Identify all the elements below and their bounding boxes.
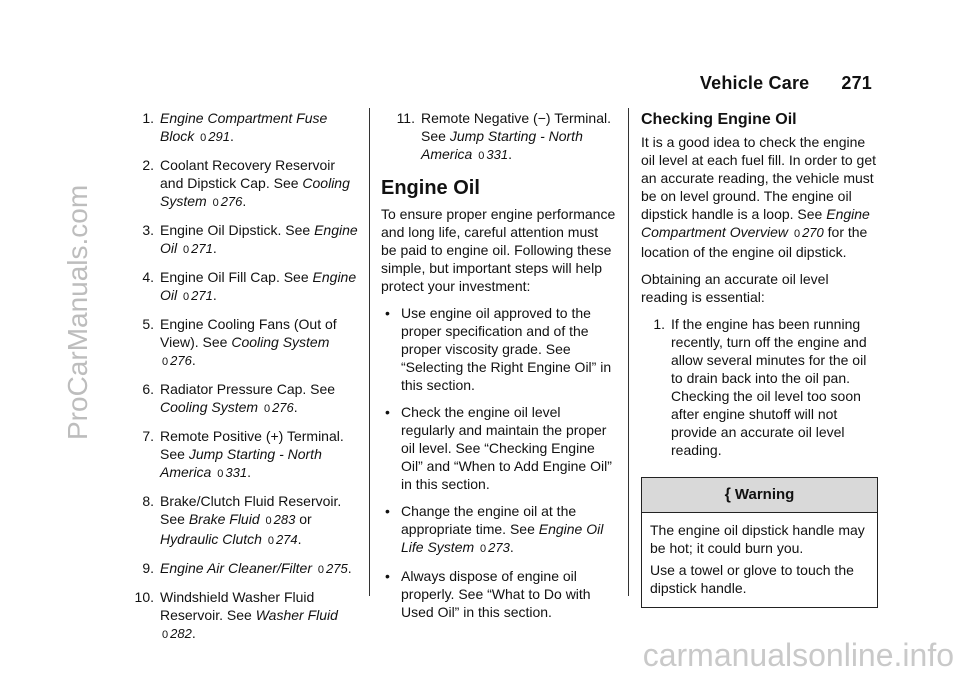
bullet-text-pre: Change the engine oil at the appropriate time. See (401, 503, 577, 537)
item-number: 11. (396, 110, 415, 126)
page-number: 271 (841, 73, 872, 93)
list-item (120, 156, 358, 212)
cross-reference-link[interactable]: Engine Oil (160, 269, 357, 303)
page-ref-icon: 0 (183, 291, 190, 303)
warning-text: The engine oil dipstick handle may be hot; it could burn you. (650, 522, 865, 556)
page-header (700, 73, 872, 94)
item-text-pre: Engine Oil Fill Cap. See (160, 269, 313, 285)
page-ref-icon: 0 (217, 468, 224, 480)
cross-reference-link[interactable]: Engine Oil (160, 222, 358, 256)
item-number: 6. (142, 381, 154, 397)
item-text: Windshield Washer Fluid Reservoir. See Washer Fluid 0 282. (160, 589, 338, 641)
cross-reference-link[interactable]: Hydraulic Clutch (160, 531, 262, 547)
section-heading: Engine Oil (381, 177, 480, 199)
page-ref[interactable]: 270 (802, 225, 824, 240)
intro-paragraph: To ensure proper engine performance and long life, careful attention must be paid to engine oil. Following these simple, but important steps will help protect your investment: (381, 206, 616, 294)
bullet-text (401, 567, 617, 621)
item-text: Coolant Recovery Reservoir and Dipstick Cap. See Cooling System 0 276. (160, 157, 350, 209)
bullet-marker: • (385, 305, 390, 321)
page-ref[interactable]: 271 (191, 288, 213, 303)
list-item (120, 109, 358, 147)
cross-reference-link[interactable]: Jump Starting - North America (421, 128, 583, 162)
page-ref[interactable]: 331 (486, 147, 509, 162)
numbered-step (641, 315, 878, 459)
page-ref-icon: 0 (793, 228, 801, 240)
bullet-text-content: Use engine oil approved to the proper specification and of the proper viscosity grade. See “Selecting the Right Engine Oil” in this section. (401, 305, 612, 393)
item-text-pre: Brake/Clutch Fluid Reservoir. See (160, 493, 342, 527)
item-text-pre: Radiator Pressure Cap. See (160, 381, 336, 397)
list-item (120, 221, 358, 259)
footer-watermark: carmanualsonline.info (642, 637, 954, 673)
item-text-mid: or (295, 511, 312, 527)
item-number: 8. (142, 493, 154, 509)
item-text: Brake/Clutch Fluid Reservoir. See Brake Fluid 0 283 or Hydraulic Clutch 0 274. (160, 493, 342, 547)
list-item (120, 559, 358, 579)
column-divider (369, 108, 370, 596)
item-number: 5. (142, 316, 154, 332)
bullet-marker: • (385, 568, 390, 584)
item-number: 9. (142, 560, 154, 576)
page-ref[interactable]: 273 (488, 540, 510, 555)
paragraph-text: It is a good idea to check the engine oil level at each fuel fill. In order to get an accurate reading, the vehicle must be on level ground. The engine oil dipstick handle is a loop. See (641, 134, 877, 222)
list-item (120, 492, 358, 550)
page-ref[interactable]: 276 (170, 353, 192, 368)
item-text: Engine Oil Fill Cap. See Engine Oil 0 271. (160, 269, 357, 303)
cross-reference-link[interactable]: Engine Compartment Overview (641, 206, 870, 240)
list-item (120, 427, 358, 483)
item-text-pre: Coolant Recovery Reservoir and Dipstick Cap. See (160, 157, 336, 191)
item-text: Engine Cooling Fans (Out of View). See Cooling System 0 276. (160, 316, 337, 368)
item-number: 3. (142, 222, 154, 238)
page-ref[interactable]: 331 (225, 465, 248, 480)
page-ref[interactable]: 282 (170, 626, 192, 641)
cross-reference-link[interactable]: Cooling System (231, 334, 330, 350)
page-ref-icon: 0 (183, 244, 190, 256)
step-number: 1. (653, 316, 665, 332)
item-text-pre: Engine Oil Dipstick. See (160, 222, 315, 238)
item-text: Engine Oil Dipstick. See Engine Oil 0 271. (160, 222, 358, 256)
section-title: Vehicle Care (699, 73, 810, 93)
list-item (381, 109, 617, 165)
warning-text: Use a towel or glove to touch the dipstick handle. (650, 562, 854, 596)
warning-icon: { (724, 486, 731, 503)
bullet-item (381, 502, 617, 558)
bullet-text (401, 403, 617, 493)
bullet-item (381, 403, 617, 493)
bullet-marker: • (385, 404, 390, 420)
paragraph-text: for the location of the engine oil dipstick. (641, 224, 868, 260)
list-item (120, 588, 358, 644)
bullet-text-content: Check the engine oil level regularly and maintain the proper oil level. See “Checking Engine Oil” and “When to Add Engine Oil” in this section. (401, 404, 612, 492)
bullet-text: Change the engine oil at the appropriate time. See Engine Oil Life System 0 273. (401, 503, 604, 555)
cross-reference-link[interactable]: Cooling System (160, 175, 350, 209)
list-item (120, 268, 358, 306)
page-ref-icon: 0 (162, 356, 169, 368)
cross-reference-link[interactable]: Jump Starting - North America (160, 446, 322, 480)
cross-reference-link[interactable]: Engine Air Cleaner/Filter (160, 560, 312, 576)
bullet-item (381, 567, 617, 621)
page-ref-icon: 0 (480, 543, 487, 555)
page-ref[interactable]: 274 (275, 532, 298, 547)
page-ref[interactable]: 276 (272, 400, 294, 415)
page-ref[interactable]: 271 (191, 241, 213, 256)
page-ref[interactable]: 275 (326, 561, 348, 576)
item-text: Engine Air Cleaner/Filter 0 275. (160, 560, 352, 576)
item-text: Remote Negative (−) Terminal. See Jump Starting - North America 0 331. (421, 110, 611, 162)
warning-title: Warning (734, 486, 795, 503)
page-ref-icon: 0 (263, 403, 271, 415)
cross-reference-link[interactable]: Washer Fluid (255, 607, 338, 623)
item-number: 4. (142, 269, 154, 285)
bullet-item (381, 304, 617, 394)
column-middle (381, 109, 617, 630)
page-ref-icon: 0 (162, 629, 169, 641)
bullet-list (381, 304, 617, 621)
page-ref-icon: 0 (478, 150, 485, 162)
page-ref-icon: 0 (317, 564, 325, 576)
item-number: 7. (142, 428, 154, 444)
page-ref-icon: 0 (212, 197, 219, 209)
item-text-pre: Engine Cooling Fans (Out of View). See (160, 316, 337, 350)
subsection-heading: Checking Engine Oil (641, 111, 797, 128)
warning-box (641, 477, 878, 608)
item-text: Radiator Pressure Cap. See Cooling System 0 276. (160, 381, 336, 415)
page-ref-icon: 0 (267, 535, 274, 547)
cross-reference-link[interactable]: Engine Compartment Fuse Block (160, 110, 328, 144)
paragraph (641, 133, 878, 261)
item-text: Remote Positive (+) Terminal. See Jump Starting - North America 0 331. (160, 428, 344, 480)
item-number: 10. (134, 589, 154, 605)
step-text: If the engine has been running recently, turn off the engine and allow several minutes for the oil to drain back into the oil pan. Checking the oil level too soon after engine shutoff will not provide an accurate oil level reading. (671, 316, 867, 458)
list-item (120, 380, 358, 418)
item-number: 1. (142, 110, 154, 126)
cross-reference-link[interactable]: Brake Fluid (188, 511, 260, 527)
item-number: 2. (142, 157, 154, 173)
cross-reference-link[interactable]: Cooling System (160, 399, 259, 415)
column-divider (628, 108, 629, 596)
page-ref-icon: 0 (265, 515, 272, 527)
side-watermark: ProCarManuals.com (62, 184, 93, 440)
page-ref-icon: 0 (200, 132, 207, 144)
item-text-pre: Remote Negative (−) Terminal. See (421, 110, 611, 144)
page-ref[interactable]: 291 (208, 129, 230, 144)
paragraph: Obtaining an accurate oil level reading is essential: (641, 271, 829, 305)
column-right (641, 109, 878, 608)
bullet-text (401, 304, 617, 394)
bullet-text-content: Always dispose of engine oil properly. See “What to Do with Used Oil” in this section. (401, 568, 591, 620)
item-text-pre: Windshield Washer Fluid Reservoir. See (160, 589, 315, 623)
page-ref[interactable]: 283 (273, 512, 296, 527)
list-item (120, 315, 358, 371)
item-text-pre: Remote Positive (+) Terminal. See (160, 428, 344, 462)
page-ref[interactable]: 276 (220, 194, 243, 209)
column-left (120, 109, 358, 653)
warning-header (642, 478, 877, 513)
warning-body (642, 513, 877, 607)
item-text: Engine Compartment Fuse Block 0 291. (160, 110, 328, 144)
bullet-marker: • (385, 503, 390, 519)
cross-reference-link[interactable]: Engine Oil Life System (401, 521, 604, 555)
